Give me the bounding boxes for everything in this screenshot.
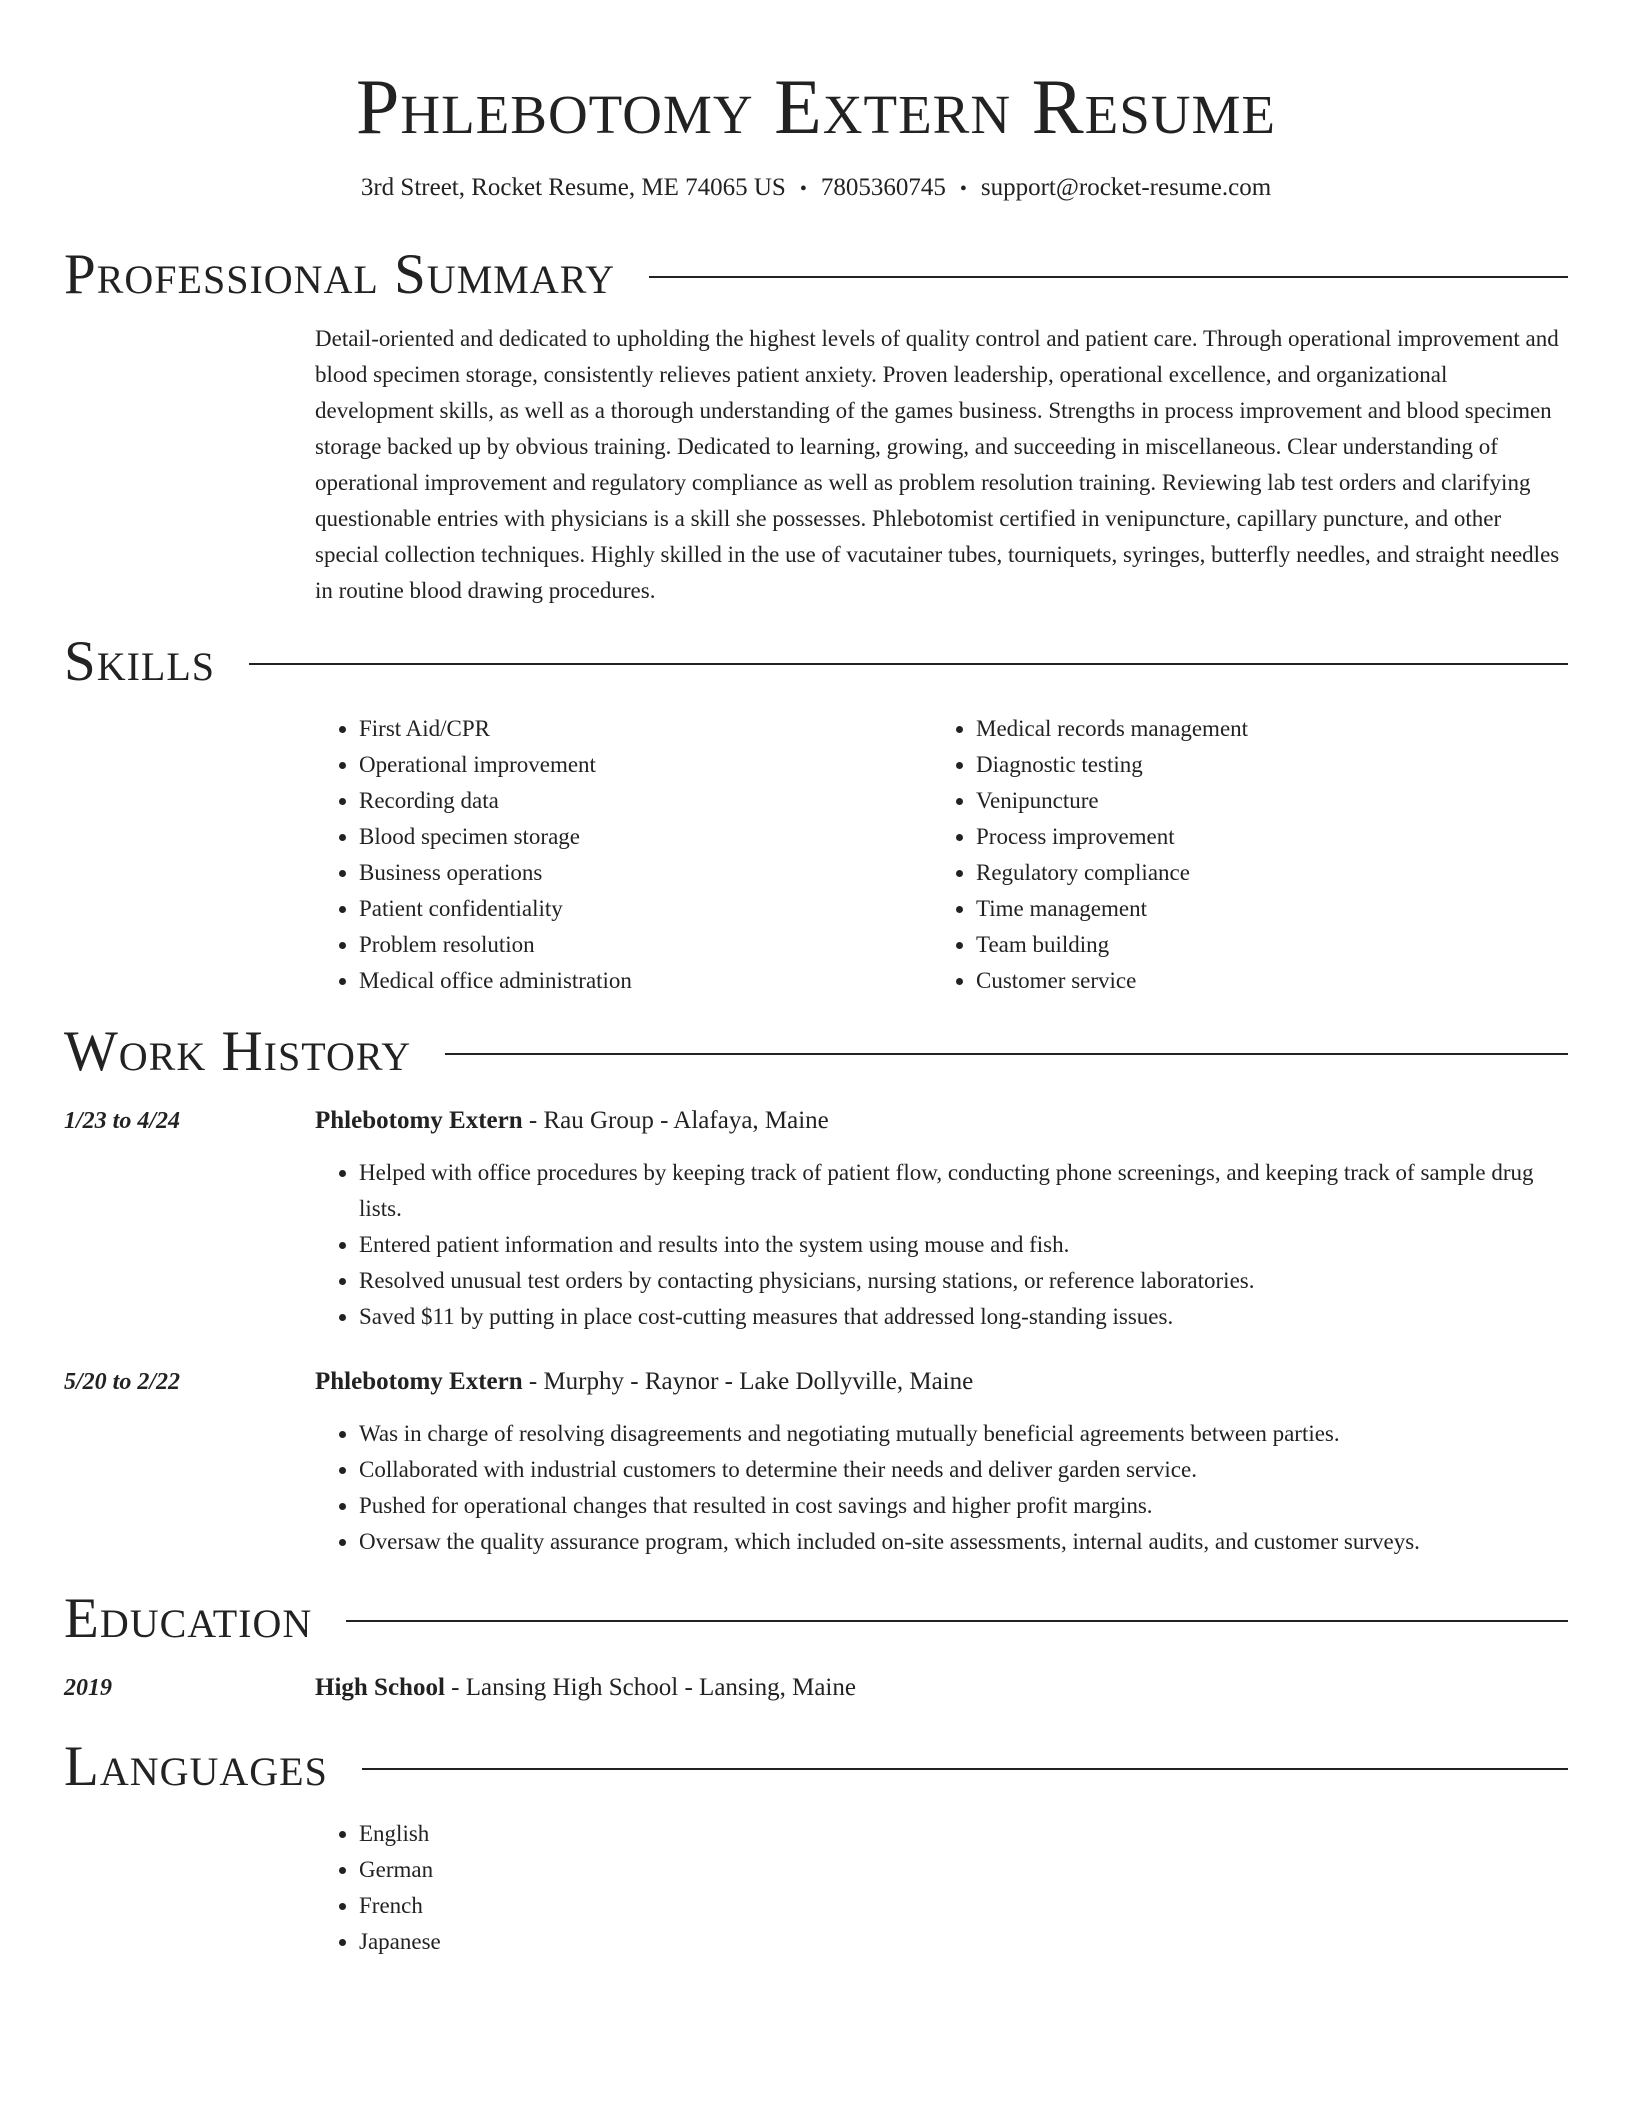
- contact-address: 3rd Street, Rocket Resume, ME 74065 US: [360, 174, 786, 201]
- list-item: • Problem resolution: [359, 927, 932, 963]
- job-header: [64, 1103, 1568, 1139]
- list-item: • Japanese: [359, 1924, 1568, 1960]
- job-dates: 5/20 to 2/22: [64, 1369, 181, 1395]
- list-item: • Medical office administration: [359, 963, 932, 999]
- job-entry: [64, 1103, 1568, 1335]
- summary-block: [315, 321, 1568, 609]
- skills-column-left: [315, 711, 932, 999]
- list-item: • Saved $11 by putting in place cost-cutting measures that addressed long-standing issues.: [359, 1299, 1568, 1335]
- job-employer: - Rau Group - Alafaya, Maine: [522, 1107, 829, 1134]
- list-item: • English: [359, 1816, 1568, 1852]
- section-divider: [649, 276, 1568, 278]
- resume-page: [64, 0, 1568, 1960]
- education-school: - Lansing High School - Lansing, Maine: [444, 1674, 856, 1701]
- contact-phone: 7805360745: [820, 174, 946, 201]
- languages-list: [315, 1816, 1568, 1960]
- section-divider: [249, 663, 1568, 665]
- list-item: • Was in charge of resolving disagreements and negotiating mutually beneficial agreements between parties.: [359, 1416, 1568, 1452]
- section-title: Languages: [64, 1735, 328, 1798]
- education-year: 2019: [64, 1675, 112, 1701]
- list-item: • Medical records management: [976, 711, 1549, 747]
- job-duties: [315, 1416, 1568, 1560]
- list-item: • French: [359, 1888, 1568, 1924]
- summary-text: Detail-oriented and dedicated to upholding the highest levels of quality control and patient care. Through operational improvement and blood specimen storage, consistently relieves patient anxiety. Proven leadership, operational excellence, and organizational development skills, as well as a thorough understanding of the games business. Strengths in process improvement and blood specimen storage backed up by obvious training. Dedicated to learning, growing, and succeeding in miscellaneous. Clear understanding of operational improvement and regulatory compliance as well as problem resolution training. Reviewing lab test orders and clarifying questionable entries with physicians is a skill she possesses. Phlebotomist certified in venipuncture, capillary puncture, and other special collection techniques. Highly skilled in the use of vacutainer tubes, tourniquets, syringes, butterfly needles, and straight needles in routine blood drawing procedures.: [315, 326, 1560, 603]
- list-item: • Resolved unusual test orders by contacting physicians, nursing stations, or reference laboratories.: [359, 1263, 1568, 1299]
- list-item: • Helped with office procedures by keeping track of patient flow, conducting phone screenings, and keeping track of sample drug lists.: [359, 1155, 1568, 1227]
- section-title: Work History: [64, 1020, 412, 1083]
- list-item: • Collaborated with industrial customers to determine their needs and deliver garden service.: [359, 1452, 1568, 1488]
- job-title: Phlebotomy Extern: [315, 1368, 523, 1395]
- section-heading-summary: [64, 240, 1568, 310]
- list-item: • Customer service: [976, 963, 1549, 999]
- list-item: • Oversaw the quality assurance program, which included on-site assessments, internal audits, and customer surveys.: [359, 1524, 1568, 1560]
- section-heading-work-history: [64, 1017, 1568, 1087]
- section-divider: [362, 1768, 1568, 1770]
- list-item: • Operational improvement: [359, 747, 932, 783]
- list-item: • Blood specimen storage: [359, 819, 932, 855]
- list-item: • Diagnostic testing: [976, 747, 1549, 783]
- section-divider: [445, 1053, 1568, 1055]
- job-employer: - Murphy - Raynor - Lake Dollyville, Maine: [522, 1368, 974, 1395]
- section-heading-education: [64, 1584, 1568, 1654]
- job-heading: [315, 1103, 829, 1139]
- bullet-separator: •: [799, 178, 807, 200]
- education-entry: [64, 1670, 1568, 1706]
- list-item: • Recording data: [359, 783, 932, 819]
- list-item: • Entered patient information and results into the system using mouse and fish.: [359, 1227, 1568, 1263]
- contact-line: [64, 172, 1568, 205]
- job-entry: [64, 1364, 1568, 1560]
- job-title: Phlebotomy Extern: [315, 1107, 523, 1134]
- skills-column-right: [932, 711, 1549, 999]
- job-duties: [315, 1155, 1568, 1335]
- job-dates: 1/23 to 4/24: [64, 1108, 181, 1134]
- section-heading-languages: [64, 1732, 1568, 1802]
- list-item: • Process improvement: [976, 819, 1549, 855]
- list-item: • Pushed for operational changes that resulted in cost savings and higher profit margins.: [359, 1488, 1568, 1524]
- list-item: • Patient confidentiality: [359, 891, 932, 927]
- bullet-separator: •: [959, 178, 967, 200]
- job-header: [64, 1364, 1568, 1400]
- education-heading: [315, 1670, 856, 1706]
- section-title: Education: [64, 1587, 313, 1650]
- education-degree: High School: [315, 1674, 445, 1701]
- list-item: • German: [359, 1852, 1568, 1888]
- list-item: • Team building: [976, 927, 1549, 963]
- section-heading-skills: [64, 627, 1568, 697]
- list-item: • Time management: [976, 891, 1549, 927]
- list-item: • Business operations: [359, 855, 932, 891]
- job-heading: [315, 1364, 973, 1400]
- skills-list: [315, 711, 1568, 999]
- section-title: Professional Summary: [64, 243, 616, 306]
- list-item: • Venipuncture: [976, 783, 1549, 819]
- resume-title: Phlebotomy Extern Resume: [355, 63, 1277, 150]
- contact-email: support@rocket-resume.com: [980, 174, 1272, 201]
- list-item: • Regulatory compliance: [976, 855, 1549, 891]
- section-divider: [346, 1620, 1568, 1622]
- section-title: Skills: [64, 630, 216, 693]
- list-item: • First Aid/CPR: [359, 711, 932, 747]
